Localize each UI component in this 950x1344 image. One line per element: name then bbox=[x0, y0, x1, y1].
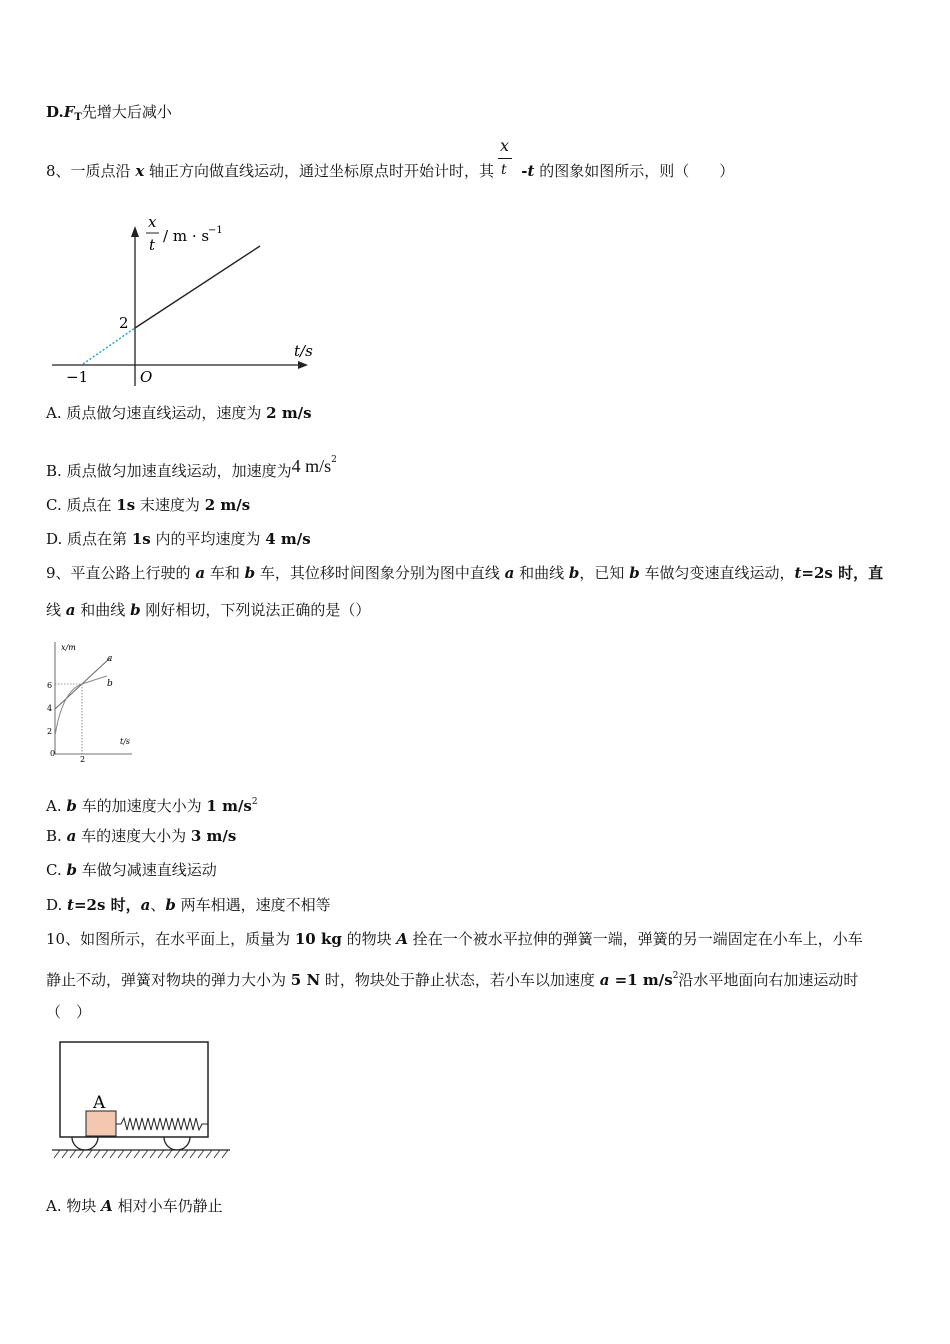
q9-option-b: B. a 车的速度大小为 3 m/s bbox=[46, 827, 237, 845]
q7-var-f: F bbox=[63, 103, 75, 121]
q8-ylabel-den: t bbox=[149, 236, 156, 254]
q8-option-a: A. 质点做匀速直线运动，速度为 2 m/s bbox=[46, 404, 312, 422]
q8-stem: 8、一质点沿 x 轴正方向做直线运动，通过坐标原点时开始计时，其 $\frac{x}{t}$ -t 的图象如图所示，则（ ） bbox=[46, 136, 735, 180]
q9-xtick-2: 2 bbox=[80, 755, 86, 764]
spring bbox=[116, 1118, 208, 1130]
q8-neg-label: −1 bbox=[66, 368, 89, 386]
q9-ytick-4: 4 bbox=[47, 704, 53, 713]
q8-fraction: $\frac{x}{t}$ bbox=[498, 162, 512, 182]
q8-ylabel-exp: −1 bbox=[208, 225, 223, 236]
q8-origin-label: O bbox=[140, 368, 153, 386]
q8-data-line bbox=[135, 246, 260, 328]
q9-origin: 0 bbox=[50, 749, 56, 758]
q10-option-a: A. 物块 A 相对小车仍静止 bbox=[46, 1197, 223, 1215]
q8-intercept-label: 2 bbox=[119, 314, 129, 332]
q9-ylabel: x/m bbox=[61, 643, 76, 652]
q8-dotted-extension bbox=[83, 328, 135, 364]
q10-cart-figure bbox=[46, 1036, 238, 1166]
q9-option-a: A. b 车的加速度大小为 1 $m/s^2$ bbox=[46, 797, 258, 815]
q9-graph bbox=[42, 636, 142, 766]
q9-ytick-2: 2 bbox=[47, 727, 53, 736]
q8-xlabel: t/s bbox=[294, 342, 313, 360]
q8-x-arrow bbox=[298, 361, 308, 369]
wheel-left bbox=[72, 1137, 98, 1150]
q9-xlabel: t/s bbox=[120, 737, 131, 746]
q7-var-sub: T bbox=[74, 112, 82, 123]
q8-y-arrow bbox=[131, 226, 139, 237]
q9-label-a: a bbox=[107, 654, 113, 664]
q9-option-c: C. b 车做匀减速直线运动 bbox=[46, 861, 217, 879]
q8-option-d: D. 质点在第 1s 内的平均速度为 4 m/s bbox=[46, 530, 311, 548]
q10-stem-line1: 10、如图所示，在水平面上，质量为 10 kg 的物块 A 拴在一个被水平拉伸的弹簧一端，弹簧的另一端固定在小车上，小车 bbox=[46, 930, 863, 948]
q8-ylabel-unit: / m · s bbox=[163, 227, 210, 245]
wheel-right bbox=[164, 1137, 190, 1150]
q10-stem-line3: （ ） bbox=[46, 1003, 92, 1021]
q10-stem-line2: 静止不动，弹簧对物块的弹力大小为 5 N 时，物块处于静止状态，若小车以加速度 a =1 $m/s^2$沿水平地面向右加速运动时 bbox=[46, 971, 859, 989]
cart-body bbox=[60, 1042, 208, 1137]
q7-option-d: $D.F_T$先增大后减小 bbox=[46, 103, 172, 123]
block-a-label: A bbox=[93, 1093, 106, 1113]
q8-option-b: B. 质点做匀加速直线运动，加速度为4 $m/s^2$ bbox=[46, 455, 337, 480]
q9-stem-line2: 线 a 和曲线 b 刚好相切，下列说法正确的是（） bbox=[46, 601, 371, 619]
q9-stem-line1: 9、平直公路上行驶的 a 车和 b 车，其位移时间图象分别为图中直线 a 和曲线 b，已知 b 车做匀变速直线运动，t=2s 时，直 bbox=[46, 564, 884, 582]
q8-graph bbox=[46, 210, 326, 390]
ground-hatching bbox=[54, 1150, 228, 1158]
q8-ylabel-num: x bbox=[148, 213, 157, 231]
block-a bbox=[86, 1111, 116, 1136]
q9-ytick-6: 6 bbox=[47, 681, 53, 690]
q9-option-d: D. t=2s 时，a、b 两车相遇，速度不相等 bbox=[46, 896, 331, 914]
q9-label-b: b bbox=[107, 679, 113, 689]
q8-option-c: C. 质点在 1s 末速度为 2 m/s bbox=[46, 496, 251, 514]
